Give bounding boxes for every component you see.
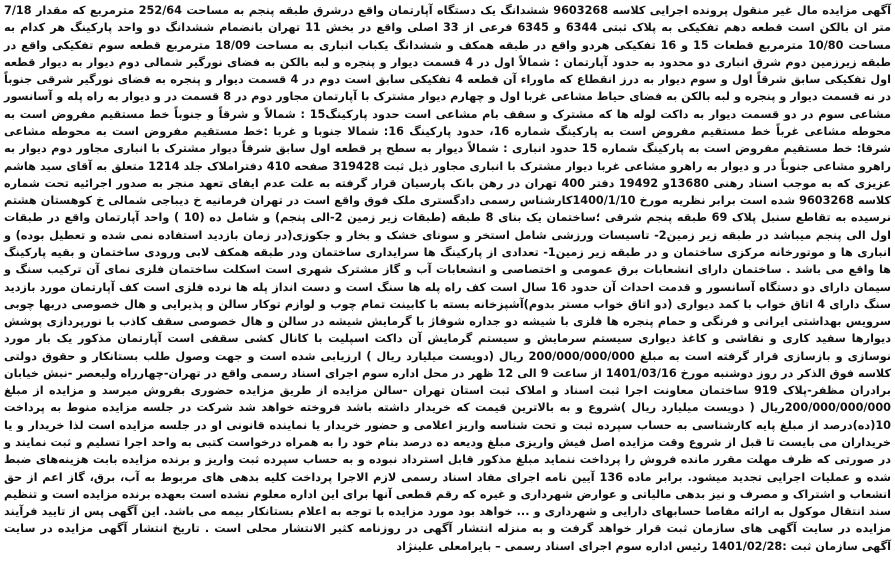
auction-notice-text: آگهی مزایده مال غیر منقول پرونده اجرایی کلاسه 9603268 ششدانگ یک دستگاه آپارتمان واقع درشرق طبقه پنجم به مساحت 252/64 مترمربع که مقدار 7/18 متر ان بالکن است قطعه دهم تفکیکی به پلاک ثبتی 6344 و 6345 فرعی از 33 اصلی واقع در بخش 11 تهران بانضمام ششدانگ دو واحد پارکینگ هر کدام به مساحت 10/80 مترمربع قطعات 15 و 16 تفکیکی هردو واقع در طبقه همکف و ششدانگ یکباب انباری به مساحت 18/09 مترمربع قطعه سوم تفکیکی واقع در طبقه زیرزمین دوم شرق انباری دو محدود به حدود آپارتمان : شمالاً اول در 4 قسمت دیوار و پنجره و لبه بالکن به فضای نورگیر شمالی دوم دیوار به دیوار قطعه اول تفکیکی سابق شرقاً اول و سوم دیوار به درز انقطاع که ماوراء آن قطعه 4 تفکیکی سابق است دوم در 4 قسمت دیوار و پنجره به فضای نورگیر شرقی جنوباً در نه قسمت دیوار و پنجره و لبه بالکن به فضای حیاط مشاعی غربا اول و چهارم دیوار مشترک با آپارتمان مجاور دوم در 8 قسمت در و دیوار به راه پله و آسانسور مشاعی سوم در دو قسمت دیوار به داکت لوله ها که مشترک و سقف بام مشاعی است حدود پارکینگ15 : شمالاً و شرقاً و جنوباً خط مستقیم مفروض است به محوطه مشاعی غرباً خط مستقیم مفروض است به پارکینگ شماره 16، حدود پارکینگ 16: شمالا جنوبا و غربا :خط مستقیم مفروض است به محوطه مشاعی شرقا: خط مستقیم مفروض است به پارکینگ شماره 15 حدود انباری : شمالاً دیوار به سطح پر قطعه اول سابق شرقاً دیوار مشترک با انباری مجاور دوم دیوار به راهرو مشاعی جنوباً در و دیوار به راهرو مشاعی غربا دیوار مشترک با انباری مجاور ذیل ثبت 319428 صفحه 410 دفتراملاک جلد 1214 متعلق به آقای سید هاشم عزیزی که به موجب اسناد رهنی 13680و 19492 دفتر 400 تهران در رهن بانک پارسیان قرار گرفته به علت عدم ایفای تعهد منجر به صدور اجرائیه تحت شماره کلاسه 9603268 شده است برابر نظریه مورخ 1400/1/10کارشناس رسمی دادگستری ملک فوق واقع است در تهران فرمانیه خ دیباجی شمالی خ کوهستان هشتم نرسیده به تقاطع سنبل پلاک 69 طبقه پنجم شرقی ؛ساختمان یک بنای 8 طبقه (طبقات زیر زمین 2-الی پنجم) و شامل ده (10 ) واحد آپارتمان واقع در طبقات اول الی پنجم میباشد در طبقه زیر زمین2- تاسیسات ورزشی شامل استخر و سونای خشک و بخار و جکوزی(در زمان بازدید استفاده نمی شده و تعطیل بوده) و انباری ها و موتورخانه مرکزی ساختمان و در طبقه زیر زمین1- تعدادی از پارکینگ ها سرایداری ساختمان ودر طبقه همکف لابی ورودی ساختمان و بقیه پارکینگ ها واقع می باشد . ساختمان دارای انشعابات برق عمومی و اختصاصی و انشعابات آب و گاز مشترک شهری است اسکلت ساختمان فلزی نمای آن ترکیب سنگ و سیمان دارای دو دستگاه آسانسور و قدمت احداث آن حدود 16 سال است کف راه پله ها سنگ است و دست انداز پله ها نرده فلزی است کف آپارتمان مورد بازدید سنگ دارای 4 اتاق خواب با کمد دیواری (دو اتاق خواب مستر بدوم)آشپزخانه بسته با کابینت تمام چوب و لوازم توکار سالن و پذیرایی و هال خصوصی دربها چوبی سرویس بهداشتی ایرانی و فرنگی و حمام پنجره ها فلزی با شیشه دو جداره شوفاژ با گرمایش شیشه در سالن و هال خصوصی سقف کاذب با نورپردازی پوشش دیوارها سفید کاری و نقاشی و کاغذ دیواری سیستم سرمایش و سیستم گرمایش آن داکت اسپلیت با کانال کشی سقفی است آپارتمان مذکور یک بار مورد نوسازی و بازسازی قرار گرفته است به مبلغ 200/000/000/000 ریال (دویست میلیارد ریال ) ارزیابی شده است و جهت وصول طلب بستانکار و حقوق دولتی کلاسه فوق الذکر در روز دوشنبه مورخ 1401/03/16 از ساعت 9 الی 12 ظهر در محل اداره سوم اجرای اسناد رسمی واقع در تهران-چهارراه ولیعصر -نبش خیابان برادران مظفر-پلاک 919 ساختمان معاونت اجرا ثبت اسناد و املاک ثبت استان تهران -سالن مزایده از طریق مزایده حضوری بفروش میرسد و مزایده از مبلغ 200/000/000/000ریال ( دویست میلیارد ریال )شروع و به بالاترین قیمت که خریدار داشته باشد فروخته خواهد شد شرکت در جلسه مزایده منوط به پرداخت 10(ده)درصد از مبلغ پایه کارشناسی به حساب سپرده ثبت و تحت شناسه واریز اعلامی و حضور خریدار یا نماینده قانونی او در جلسه مزایده است لذا خریدار و یا خریداران می بایست تا قبل از شروع وقت مزایده اصل فیش واریزی مبلغ ودیعه ده درصد بنام خود را به همراه درخواست کتبی به واحد اجرا تسلیم و ثبت نمایند و در صورتی که ظرف مهلت مقرر مانده فروش را پرداخت ننماید مبلغ مذکور قابل استرداد نبوده و به حساب سپرده ثبت واریز و برنده مزایده بابت هزینه‌های ضبط شده و عملیات اجرایی تجدید میشود. برابر ماده 136 آیین نامه اجرای مفاد اسناد رسمی لازم الاجرا پرداخت کلیه بدهی های مربوط به آب، برق، گاز اعم از حق انشعاب و اشتراک و مصرف و نیز بدهی مالیاتی و عوارض شهرداری و غیره که رقم قطعی آنها برای این اداره معلوم نشده است بعهده برنده مزایده است و تنظیم سند انتقال موکول به ارائه مفاصا حسابهای دارایی و شهرداری و ... خواهد بود مورد مزایده با توجه به اعلام بستانکار بیمه می باشد. این آگهی پس از تایید فرآیند مزایده در سایت آگهی های سازمان ثبت قرار خواهد گرفت و به منزله انتشار آگهی در روزنامه کثیر الانتشار محلی است . تاریخ انتشار آگهی مزایده در سایت آگهی سازمان ثبت :1401/02/28 رئیس اداره سوم اجرای اسناد رسمی – بایرامعلی علینژاد — [4, 4, 892, 553]
auction-notice-document — [4, 2, 891, 555]
